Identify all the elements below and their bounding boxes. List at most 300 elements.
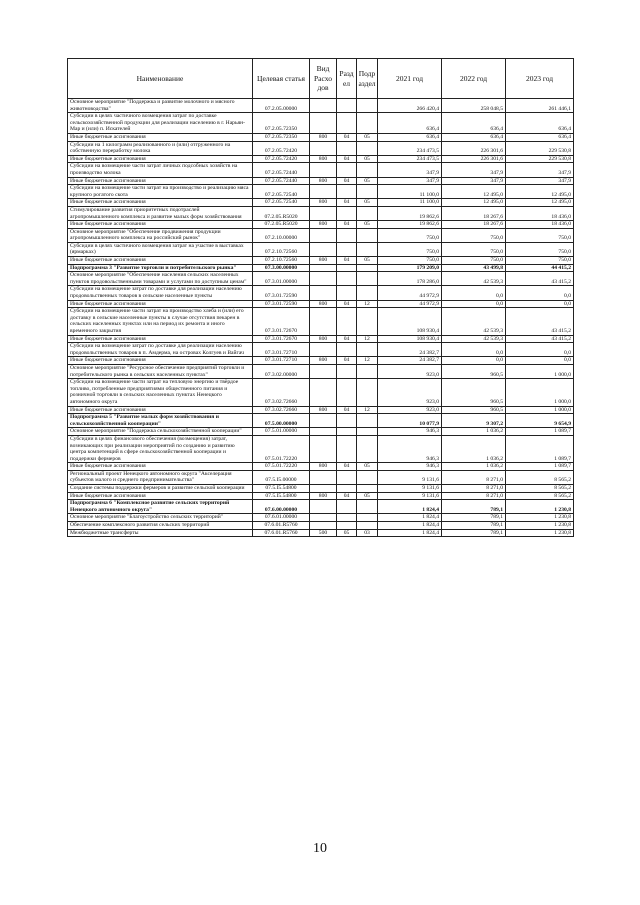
- subsection: [357, 428, 378, 436]
- value-2021: 11 100,0: [378, 199, 442, 207]
- table-row: [68, 141, 574, 155]
- value-2022: 226 301,6: [442, 155, 506, 163]
- value-2023: 0,0: [506, 300, 574, 308]
- value-2021: 24 382,7: [378, 343, 442, 357]
- section: 04: [337, 221, 357, 229]
- section: 04: [337, 177, 357, 185]
- section: [337, 242, 357, 256]
- value-2021: 9 131,6: [378, 485, 442, 493]
- expense-type: [310, 228, 337, 242]
- value-2022: 960,5: [442, 406, 506, 414]
- table-row: [68, 406, 574, 414]
- section: [337, 470, 357, 484]
- target-code: 07.2.05.72540: [253, 199, 310, 207]
- expense-type: [310, 286, 337, 300]
- value-2022: 750,0: [442, 242, 506, 256]
- subsection: [357, 113, 378, 134]
- value-2023: 1 000,0: [506, 406, 574, 414]
- row-name: Субсидии в целях частичного возмещения затрат на участие в выставках (ярмарках): [68, 242, 253, 256]
- table-row: [68, 485, 574, 493]
- value-2021: 234 473,5: [378, 155, 442, 163]
- value-2023: 18 436,0: [506, 206, 574, 220]
- subsection: [357, 470, 378, 484]
- target-code: 07.3.00.00000: [253, 264, 310, 272]
- value-2023: 261 446,1: [506, 99, 574, 113]
- target-code: 07.5.01.72220: [253, 463, 310, 471]
- value-2021: 1 824,4: [378, 514, 442, 522]
- value-2023: 1 230,8: [506, 522, 574, 530]
- value-2021: 178 286,0: [378, 272, 442, 286]
- value-2023: 1 230,8: [506, 529, 574, 537]
- expense-type: [310, 428, 337, 436]
- table-row: [68, 286, 574, 300]
- table-row: [68, 463, 574, 471]
- section: [337, 379, 357, 406]
- value-2022: 1 036,2: [442, 435, 506, 462]
- table-header-row: [68, 59, 574, 99]
- table-row: [68, 435, 574, 462]
- row-name: Иные бюджетные ассигнования: [68, 406, 253, 414]
- row-name: Основное мероприятие "Благоустройство сельских территорий": [68, 514, 253, 522]
- value-2023: 1 089,7: [506, 435, 574, 462]
- value-2022: 1 036,2: [442, 428, 506, 436]
- value-2021: 636,4: [378, 133, 442, 141]
- table-row: [68, 206, 574, 220]
- value-2022: 18 267,6: [442, 221, 506, 229]
- expense-type: [310, 206, 337, 220]
- subsection: [357, 414, 378, 428]
- table-row: [68, 155, 574, 163]
- row-name: Региональный проект Ненецкого автономного округа "Акселерация субъектов малого и среднего предпринимательства": [68, 470, 253, 484]
- row-name: Подпрограмма 3 "Развитие торговли и потребительского рынка": [68, 264, 253, 272]
- row-name: Иные бюджетные ассигнования: [68, 155, 253, 163]
- header-2021: 2021 год: [378, 59, 442, 99]
- subsection: [357, 185, 378, 199]
- row-name: Субсидии на возмещение части затрат на производство хлеба и (или) его доставку в сельские населенные пункты в случае отсутствия пекарен в сельских населенных пунктах или на период их ремонта и иного временного закрытия: [68, 308, 253, 335]
- table-row: [68, 522, 574, 530]
- row-name: Основное мероприятие "Обеспечение продвижения продукции агропромышленного комплекса на российский рынок": [68, 228, 253, 242]
- expense-type: 800: [310, 199, 337, 207]
- value-2021: 19 862,6: [378, 206, 442, 220]
- row-name: Обеспечение комплексного развития сельских территорий: [68, 522, 253, 530]
- section: [337, 206, 357, 220]
- expense-type: [310, 272, 337, 286]
- row-name: Основное мероприятие "Поддержка сельскохозяйственной кооперации": [68, 428, 253, 436]
- subsection: [357, 522, 378, 530]
- table-row: [68, 343, 574, 357]
- table-row: [68, 514, 574, 522]
- subsection: 05: [357, 492, 378, 500]
- subsection: 05: [357, 133, 378, 141]
- subsection: [357, 272, 378, 286]
- expense-type: [310, 514, 337, 522]
- row-name: Субсидии на возмещение затрат по доставке для реализации населению продовольственных товаров в п. Амдерма, на островах Колгуев и Вайгач: [68, 343, 253, 357]
- value-2021: 946,3: [378, 428, 442, 436]
- value-2021: 923,0: [378, 406, 442, 414]
- section: 04: [337, 406, 357, 414]
- value-2022: 226 301,6: [442, 141, 506, 155]
- expense-type: [310, 522, 337, 530]
- value-2023: 8 565,2: [506, 492, 574, 500]
- subsection: [357, 242, 378, 256]
- value-2021: 10 077,9: [378, 414, 442, 428]
- value-2021: 750,0: [378, 242, 442, 256]
- table-row: [68, 228, 574, 242]
- target-code: 07.2.10.72560: [253, 257, 310, 265]
- subsection: 05: [357, 463, 378, 471]
- subsection: 03: [357, 529, 378, 537]
- subsection: [357, 308, 378, 335]
- row-name: Межбюджетные трансферты: [68, 529, 253, 537]
- target-code: 07.3.01.72590: [253, 300, 310, 308]
- subsection: 12: [357, 406, 378, 414]
- section: 04: [337, 133, 357, 141]
- value-2022: 8 271,0: [442, 485, 506, 493]
- subsection: [357, 141, 378, 155]
- expense-type: [310, 185, 337, 199]
- row-name: Иные бюджетные ассигнования: [68, 133, 253, 141]
- section: [337, 228, 357, 242]
- subsection: [357, 500, 378, 514]
- expense-type: 800: [310, 133, 337, 141]
- table-row: [68, 163, 574, 177]
- row-name: Иные бюджетные ассигнования: [68, 257, 253, 265]
- expense-type: [310, 242, 337, 256]
- row-name: Подпрограмма 6 "Комплексное развитие сельских территорий Ненецкого автономного округа": [68, 500, 253, 514]
- target-code: 07.3.01.72670: [253, 335, 310, 343]
- row-name: Субсидии на возмещение части затрат личных подсобных хозяйств на производство молока: [68, 163, 253, 177]
- value-2022: 789,1: [442, 514, 506, 522]
- value-2021: 636,4: [378, 113, 442, 134]
- table-row: [68, 257, 574, 265]
- section: [337, 185, 357, 199]
- header-2022: 2022 год: [442, 59, 506, 99]
- expense-type: [310, 141, 337, 155]
- section: 05: [337, 529, 357, 537]
- value-2022: 258 048,5: [442, 99, 506, 113]
- header-2023: 2023 год: [506, 59, 574, 99]
- value-2023: 1 230,8: [506, 514, 574, 522]
- value-2021: 9 131,6: [378, 492, 442, 500]
- expense-type: [310, 364, 337, 378]
- subsection: [357, 264, 378, 272]
- expense-type: [310, 414, 337, 428]
- value-2023: 1 089,7: [506, 428, 574, 436]
- value-2023: 8 565,2: [506, 485, 574, 493]
- value-2021: 923,0: [378, 379, 442, 406]
- target-code: 07.2.05.72540: [253, 185, 310, 199]
- value-2023: 18 436,0: [506, 221, 574, 229]
- subsection: [357, 163, 378, 177]
- table-row: [68, 529, 574, 537]
- value-2023: 0,0: [506, 286, 574, 300]
- table-row: [68, 177, 574, 185]
- target-code: 07.6.01.R5760: [253, 522, 310, 530]
- expense-type: [310, 343, 337, 357]
- table-row: [68, 133, 574, 141]
- value-2023: 636,4: [506, 133, 574, 141]
- table-row: [68, 414, 574, 428]
- value-2023: 1 000,0: [506, 364, 574, 378]
- value-2023: 750,0: [506, 257, 574, 265]
- table-row: [68, 428, 574, 436]
- value-2022: 42 539,3: [442, 335, 506, 343]
- row-name: Основное мероприятие "Ресурсное обеспечение предприятий торговли и потребительского рынка в сельских населенных пунктах": [68, 364, 253, 378]
- table-row: [68, 185, 574, 199]
- table-row: [68, 113, 574, 134]
- value-2023: 12 495,0: [506, 199, 574, 207]
- header-vid: Вид Расхо дов: [310, 59, 337, 99]
- subsection: 05: [357, 199, 378, 207]
- section: [337, 163, 357, 177]
- value-2023: 1 230,8: [506, 500, 574, 514]
- value-2021: 923,0: [378, 364, 442, 378]
- subsection: 05: [357, 177, 378, 185]
- value-2021: 234 473,5: [378, 141, 442, 155]
- target-code: 07.2.05.R5020: [253, 206, 310, 220]
- target-code: 07.5.01.00000: [253, 428, 310, 436]
- section: 04: [337, 300, 357, 308]
- table-row: [68, 379, 574, 406]
- header-razdel: Разд ел: [337, 59, 357, 99]
- row-name: Иные бюджетные ассигнования: [68, 357, 253, 365]
- row-name: Создание системы поддержки фермеров и развитие сельской кооперации: [68, 485, 253, 493]
- expense-type: [310, 113, 337, 134]
- target-code: 07.3.02.72660: [253, 379, 310, 406]
- section: [337, 113, 357, 134]
- target-code: 07.3.01.72710: [253, 343, 310, 357]
- target-code: 07.5.I5.54800: [253, 485, 310, 493]
- row-name: Иные бюджетные ассигнования: [68, 300, 253, 308]
- value-2022: 9 307,2: [442, 414, 506, 428]
- section: [337, 99, 357, 113]
- value-2021: 1 824,4: [378, 522, 442, 530]
- value-2023: 750,0: [506, 242, 574, 256]
- target-code: 07.6.01.R5760: [253, 529, 310, 537]
- section: [337, 522, 357, 530]
- value-2022: 960,5: [442, 379, 506, 406]
- value-2023: 229 530,8: [506, 141, 574, 155]
- value-2021: 1 824,4: [378, 500, 442, 514]
- value-2021: 108 930,4: [378, 335, 442, 343]
- section: [337, 364, 357, 378]
- subsection: [357, 228, 378, 242]
- value-2022: 8 271,0: [442, 492, 506, 500]
- expense-type: [310, 163, 337, 177]
- value-2022: 347,9: [442, 163, 506, 177]
- value-2021: 19 862,6: [378, 221, 442, 229]
- value-2022: 18 267,6: [442, 206, 506, 220]
- value-2023: 229 530,8: [506, 155, 574, 163]
- target-code: 07.6.00.00000: [253, 500, 310, 514]
- value-2021: 266 420,4: [378, 99, 442, 113]
- value-2022: 0,0: [442, 286, 506, 300]
- value-2022: 12 495,0: [442, 185, 506, 199]
- value-2022: 636,4: [442, 113, 506, 134]
- value-2021: 946,3: [378, 435, 442, 462]
- expense-type: [310, 435, 337, 462]
- subsection: 05: [357, 257, 378, 265]
- value-2023: 12 495,0: [506, 185, 574, 199]
- table-row: [68, 364, 574, 378]
- row-name: Основное мероприятие "Поддержка и развитие молочного и мясного животноводства": [68, 99, 253, 113]
- target-code: 07.2.05.72350: [253, 113, 310, 134]
- table-row: [68, 272, 574, 286]
- value-2022: 8 271,0: [442, 470, 506, 484]
- value-2021: 347,9: [378, 177, 442, 185]
- subsection: [357, 206, 378, 220]
- row-name: Субсидии на возмещение затрат по доставке для реализации населению продовольственных товаров в сельские населенные пункты: [68, 286, 253, 300]
- target-code: 07.3.01.72670: [253, 308, 310, 335]
- value-2021: 1 824,4: [378, 529, 442, 537]
- row-name: Иные бюджетные ассигнования: [68, 221, 253, 229]
- value-2023: 0,0: [506, 357, 574, 365]
- header-name: Наименование: [68, 59, 253, 99]
- row-name: Субсидии на возмещение части затрат на тепловую энергию и твёрдое топливо, потребленные предприятиями общественного питания и розничной торговли в сельских населенных пунктах Ненецкого автономного округа: [68, 379, 253, 406]
- target-code: 07.5.00.00000: [253, 414, 310, 428]
- target-code: 07.3.01.72710: [253, 357, 310, 365]
- table-row: [68, 500, 574, 514]
- expense-type: [310, 500, 337, 514]
- target-code: 07.5.01.72220: [253, 435, 310, 462]
- row-name: Стимулирование развития приоритетных подотраслей агропромышленного комплекса и развитие малых форм хозяйствования: [68, 206, 253, 220]
- value-2021: 750,0: [378, 228, 442, 242]
- value-2023: 8 565,2: [506, 470, 574, 484]
- subsection: [357, 379, 378, 406]
- expense-type: [310, 264, 337, 272]
- table-row: [68, 221, 574, 229]
- section: 04: [337, 335, 357, 343]
- row-name: Субсидии в целях частичного возмещения затрат по доставке сельскохозяйственной продукции для реализации населению в г. Нарьян-Мар и (или) п. Искателей: [68, 113, 253, 134]
- table-row: [68, 357, 574, 365]
- row-name: Подпрограмма 5 "Развитие малых форм хозяйствования и сельскохозяйственной кооперации": [68, 414, 253, 428]
- value-2021: 44 972,9: [378, 286, 442, 300]
- subsection: [357, 343, 378, 357]
- section: [337, 272, 357, 286]
- subsection: [357, 286, 378, 300]
- expense-type: 800: [310, 155, 337, 163]
- section: [337, 141, 357, 155]
- value-2021: 9 131,6: [378, 470, 442, 484]
- header-podrazdel: Подр аздел: [357, 59, 378, 99]
- target-code: 07.5.I5.00000: [253, 470, 310, 484]
- section: 04: [337, 155, 357, 163]
- value-2023: 9 654,9: [506, 414, 574, 428]
- row-name: Иные бюджетные ассигнования: [68, 335, 253, 343]
- value-2021: 108 930,4: [378, 308, 442, 335]
- budget-table: [67, 58, 574, 537]
- expense-type: 800: [310, 335, 337, 343]
- target-code: 07.3.01.72590: [253, 286, 310, 300]
- value-2021: 44 972,9: [378, 300, 442, 308]
- value-2022: 750,0: [442, 228, 506, 242]
- subsection: [357, 364, 378, 378]
- target-code: 07.2.10.72560: [253, 242, 310, 256]
- target-code: 07.3.02.00000: [253, 364, 310, 378]
- value-2022: 42 539,3: [442, 272, 506, 286]
- section: 04: [337, 492, 357, 500]
- value-2023: 1 000,0: [506, 379, 574, 406]
- subsection: 12: [357, 300, 378, 308]
- section: 04: [337, 199, 357, 207]
- table-body: [68, 99, 574, 537]
- value-2022: 1 036,2: [442, 463, 506, 471]
- target-code: 07.2.10.00000: [253, 228, 310, 242]
- row-name: Иные бюджетные ассигнования: [68, 492, 253, 500]
- table-row: [68, 308, 574, 335]
- subsection: 05: [357, 155, 378, 163]
- section: [337, 428, 357, 436]
- value-2022: 789,1: [442, 522, 506, 530]
- value-2023: 1 089,7: [506, 463, 574, 471]
- section: [337, 308, 357, 335]
- section: [337, 343, 357, 357]
- subsection: [357, 514, 378, 522]
- expense-type: 800: [310, 221, 337, 229]
- subsection: [357, 485, 378, 493]
- row-name: Субсидии на 1 килограмм реализованного и (или) отгруженного на собственную переработку молока: [68, 141, 253, 155]
- table-row: [68, 264, 574, 272]
- value-2022: 0,0: [442, 343, 506, 357]
- value-2023: 43 415,2: [506, 308, 574, 335]
- target-code: 07.2.05.R5020: [253, 221, 310, 229]
- expense-type: [310, 485, 337, 493]
- value-2022: 789,1: [442, 500, 506, 514]
- value-2022: 42 539,3: [442, 308, 506, 335]
- value-2023: 44 415,2: [506, 264, 574, 272]
- subsection: 12: [357, 335, 378, 343]
- value-2023: 750,0: [506, 228, 574, 242]
- subsection: [357, 99, 378, 113]
- row-name: Иные бюджетные ассигнования: [68, 199, 253, 207]
- target-code: 07.2.05.00000: [253, 99, 310, 113]
- expense-type: 800: [310, 406, 337, 414]
- value-2022: 636,4: [442, 133, 506, 141]
- page-number: 10: [313, 841, 327, 856]
- expense-type: 800: [310, 357, 337, 365]
- row-name: Основное мероприятие "Обеспечение населения сельских населенных пунктов продовольственными товарами и услугами по доступным ценам": [68, 272, 253, 286]
- value-2023: 347,9: [506, 163, 574, 177]
- section: 04: [337, 357, 357, 365]
- expense-type: [310, 308, 337, 335]
- section: [337, 500, 357, 514]
- value-2021: 750,0: [378, 257, 442, 265]
- value-2023: 0,0: [506, 343, 574, 357]
- table-row: [68, 99, 574, 113]
- target-code: 07.2.05.72440: [253, 177, 310, 185]
- value-2021: 24 382,7: [378, 357, 442, 365]
- section: [337, 414, 357, 428]
- value-2022: 0,0: [442, 357, 506, 365]
- value-2023: 43 415,2: [506, 272, 574, 286]
- expense-type: 800: [310, 300, 337, 308]
- value-2021: 347,9: [378, 163, 442, 177]
- target-code: 07.2.05.72420: [253, 155, 310, 163]
- section: 04: [337, 257, 357, 265]
- value-2023: 636,4: [506, 113, 574, 134]
- target-code: 07.2.05.72420: [253, 141, 310, 155]
- value-2022: 12 495,0: [442, 199, 506, 207]
- target-code: 07.3.01.00000: [253, 272, 310, 286]
- section: [337, 514, 357, 522]
- expense-type: 800: [310, 177, 337, 185]
- row-name: Субсидии в целях финансового обеспечения (возмещения) затрат, возникающих при реализации мероприятий по созданию и развитию центра компетенций в сфере сельскохозяйственной кооперации и поддержки фермеров: [68, 435, 253, 462]
- expense-type: [310, 379, 337, 406]
- expense-type: [310, 470, 337, 484]
- expense-type: 800: [310, 492, 337, 500]
- subsection: [357, 435, 378, 462]
- target-code: 07.3.02.72660: [253, 406, 310, 414]
